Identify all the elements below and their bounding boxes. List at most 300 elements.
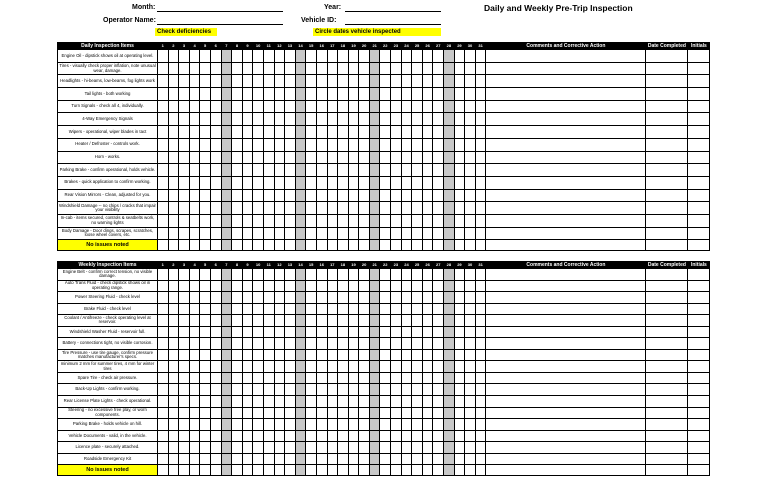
day-check-cell[interactable] xyxy=(454,280,465,292)
day-check-cell[interactable] xyxy=(189,88,200,101)
day-check-cell[interactable] xyxy=(253,202,264,215)
day-check-cell[interactable] xyxy=(338,326,349,338)
day-check-cell[interactable] xyxy=(263,465,274,476)
day-check-cell[interactable] xyxy=(369,315,380,327)
comment-cell[interactable] xyxy=(486,151,646,164)
day-check-cell[interactable] xyxy=(221,240,232,251)
day-check-cell[interactable] xyxy=(422,88,433,101)
day-check-cell[interactable] xyxy=(433,361,444,373)
day-check-cell[interactable] xyxy=(401,164,412,177)
day-check-cell[interactable] xyxy=(221,202,232,215)
day-check-cell[interactable] xyxy=(422,50,433,63)
day-check-cell[interactable] xyxy=(369,384,380,396)
day-check-cell[interactable] xyxy=(444,430,455,442)
day-check-cell[interactable] xyxy=(359,113,370,126)
day-check-cell[interactable] xyxy=(369,240,380,251)
initials-cell[interactable] xyxy=(688,138,710,151)
day-check-cell[interactable] xyxy=(295,214,306,227)
day-check-cell[interactable] xyxy=(168,384,179,396)
day-check-cell[interactable] xyxy=(316,189,327,202)
day-check-cell[interactable] xyxy=(295,138,306,151)
day-check-cell[interactable] xyxy=(475,113,486,126)
day-check-cell[interactable] xyxy=(316,88,327,101)
day-check-cell[interactable] xyxy=(412,419,423,431)
day-check-cell[interactable] xyxy=(338,164,349,177)
day-check-cell[interactable] xyxy=(422,151,433,164)
day-check-cell[interactable] xyxy=(210,227,221,240)
day-check-cell[interactable] xyxy=(465,372,476,384)
operator-field[interactable] xyxy=(157,16,283,25)
day-check-cell[interactable] xyxy=(306,214,317,227)
day-check-cell[interactable] xyxy=(179,292,190,304)
day-check-cell[interactable] xyxy=(232,465,243,476)
day-check-cell[interactable] xyxy=(422,269,433,281)
day-check-cell[interactable] xyxy=(200,338,211,350)
day-check-cell[interactable] xyxy=(380,269,391,281)
day-check-cell[interactable] xyxy=(158,214,169,227)
day-check-cell[interactable] xyxy=(306,442,317,454)
day-check-cell[interactable] xyxy=(327,315,338,327)
comment-cell[interactable] xyxy=(486,280,646,292)
day-check-cell[interactable] xyxy=(391,315,402,327)
comment-cell[interactable] xyxy=(486,419,646,431)
day-check-cell[interactable] xyxy=(200,269,211,281)
day-check-cell[interactable] xyxy=(189,75,200,88)
date-completed-cell[interactable] xyxy=(646,419,688,431)
day-check-cell[interactable] xyxy=(338,396,349,408)
day-check-cell[interactable] xyxy=(179,349,190,361)
day-check-cell[interactable] xyxy=(189,189,200,202)
initials-cell[interactable] xyxy=(688,100,710,113)
day-check-cell[interactable] xyxy=(327,349,338,361)
day-check-cell[interactable] xyxy=(179,240,190,251)
day-check-cell[interactable] xyxy=(359,164,370,177)
day-check-cell[interactable] xyxy=(327,113,338,126)
comment-cell[interactable] xyxy=(486,240,646,251)
day-check-cell[interactable] xyxy=(168,151,179,164)
day-check-cell[interactable] xyxy=(316,315,327,327)
day-check-cell[interactable] xyxy=(412,100,423,113)
day-check-cell[interactable] xyxy=(327,465,338,476)
day-check-cell[interactable] xyxy=(158,292,169,304)
comment-cell[interactable] xyxy=(486,349,646,361)
day-check-cell[interactable] xyxy=(295,326,306,338)
day-check-cell[interactable] xyxy=(401,372,412,384)
day-check-cell[interactable] xyxy=(285,453,296,465)
day-check-cell[interactable] xyxy=(422,465,433,476)
day-check-cell[interactable] xyxy=(285,349,296,361)
day-check-cell[interactable] xyxy=(444,176,455,189)
day-check-cell[interactable] xyxy=(422,349,433,361)
day-check-cell[interactable] xyxy=(158,303,169,315)
day-check-cell[interactable] xyxy=(422,113,433,126)
day-check-cell[interactable] xyxy=(168,430,179,442)
day-check-cell[interactable] xyxy=(433,338,444,350)
day-check-cell[interactable] xyxy=(465,315,476,327)
day-check-cell[interactable] xyxy=(391,430,402,442)
day-check-cell[interactable] xyxy=(465,151,476,164)
day-check-cell[interactable] xyxy=(475,453,486,465)
day-check-cell[interactable] xyxy=(327,269,338,281)
day-check-cell[interactable] xyxy=(158,349,169,361)
day-check-cell[interactable] xyxy=(412,465,423,476)
day-check-cell[interactable] xyxy=(168,62,179,75)
day-check-cell[interactable] xyxy=(380,227,391,240)
day-check-cell[interactable] xyxy=(316,113,327,126)
day-check-cell[interactable] xyxy=(168,240,179,251)
day-check-cell[interactable] xyxy=(221,465,232,476)
day-check-cell[interactable] xyxy=(242,138,253,151)
day-check-cell[interactable] xyxy=(242,50,253,63)
day-check-cell[interactable] xyxy=(158,384,169,396)
day-check-cell[interactable] xyxy=(253,326,264,338)
day-check-cell[interactable] xyxy=(412,227,423,240)
day-check-cell[interactable] xyxy=(295,62,306,75)
day-check-cell[interactable] xyxy=(158,453,169,465)
day-check-cell[interactable] xyxy=(285,372,296,384)
day-check-cell[interactable] xyxy=(221,75,232,88)
day-check-cell[interactable] xyxy=(179,280,190,292)
day-check-cell[interactable] xyxy=(475,280,486,292)
initials-cell[interactable] xyxy=(688,303,710,315)
day-check-cell[interactable] xyxy=(274,361,285,373)
day-check-cell[interactable] xyxy=(348,75,359,88)
day-check-cell[interactable] xyxy=(475,315,486,327)
day-check-cell[interactable] xyxy=(232,240,243,251)
day-check-cell[interactable] xyxy=(454,465,465,476)
day-check-cell[interactable] xyxy=(422,453,433,465)
day-check-cell[interactable] xyxy=(412,372,423,384)
day-check-cell[interactable] xyxy=(179,202,190,215)
day-check-cell[interactable] xyxy=(391,442,402,454)
day-check-cell[interactable] xyxy=(274,407,285,419)
day-check-cell[interactable] xyxy=(465,280,476,292)
day-check-cell[interactable] xyxy=(179,419,190,431)
day-check-cell[interactable] xyxy=(465,384,476,396)
day-check-cell[interactable] xyxy=(380,315,391,327)
day-check-cell[interactable] xyxy=(412,326,423,338)
day-check-cell[interactable] xyxy=(359,227,370,240)
day-check-cell[interactable] xyxy=(348,430,359,442)
day-check-cell[interactable] xyxy=(200,326,211,338)
day-check-cell[interactable] xyxy=(433,202,444,215)
day-check-cell[interactable] xyxy=(158,269,169,281)
day-check-cell[interactable] xyxy=(285,227,296,240)
day-check-cell[interactable] xyxy=(380,75,391,88)
day-check-cell[interactable] xyxy=(369,214,380,227)
day-check-cell[interactable] xyxy=(232,113,243,126)
day-check-cell[interactable] xyxy=(465,214,476,227)
day-check-cell[interactable] xyxy=(348,372,359,384)
day-check-cell[interactable] xyxy=(232,315,243,327)
day-check-cell[interactable] xyxy=(338,338,349,350)
day-check-cell[interactable] xyxy=(369,280,380,292)
day-check-cell[interactable] xyxy=(475,303,486,315)
day-check-cell[interactable] xyxy=(391,227,402,240)
day-check-cell[interactable] xyxy=(422,338,433,350)
day-check-cell[interactable] xyxy=(465,126,476,139)
day-check-cell[interactable] xyxy=(444,88,455,101)
date-completed-cell[interactable] xyxy=(646,189,688,202)
day-check-cell[interactable] xyxy=(189,151,200,164)
day-check-cell[interactable] xyxy=(433,164,444,177)
day-check-cell[interactable] xyxy=(465,303,476,315)
day-check-cell[interactable] xyxy=(242,430,253,442)
day-check-cell[interactable] xyxy=(285,202,296,215)
day-check-cell[interactable] xyxy=(179,62,190,75)
day-check-cell[interactable] xyxy=(232,407,243,419)
day-check-cell[interactable] xyxy=(348,396,359,408)
day-check-cell[interactable] xyxy=(200,361,211,373)
day-check-cell[interactable] xyxy=(475,361,486,373)
day-check-cell[interactable] xyxy=(433,453,444,465)
day-check-cell[interactable] xyxy=(348,88,359,101)
day-check-cell[interactable] xyxy=(380,372,391,384)
day-check-cell[interactable] xyxy=(391,372,402,384)
day-check-cell[interactable] xyxy=(401,138,412,151)
day-check-cell[interactable] xyxy=(433,176,444,189)
day-check-cell[interactable] xyxy=(327,75,338,88)
day-check-cell[interactable] xyxy=(338,88,349,101)
day-check-cell[interactable] xyxy=(210,407,221,419)
day-check-cell[interactable] xyxy=(221,88,232,101)
day-check-cell[interactable] xyxy=(444,349,455,361)
day-check-cell[interactable] xyxy=(327,303,338,315)
day-check-cell[interactable] xyxy=(369,227,380,240)
day-check-cell[interactable] xyxy=(274,100,285,113)
day-check-cell[interactable] xyxy=(327,88,338,101)
day-check-cell[interactable] xyxy=(189,100,200,113)
date-completed-cell[interactable] xyxy=(646,269,688,281)
day-check-cell[interactable] xyxy=(412,407,423,419)
day-check-cell[interactable] xyxy=(475,419,486,431)
day-check-cell[interactable] xyxy=(210,50,221,63)
day-check-cell[interactable] xyxy=(433,214,444,227)
comment-cell[interactable] xyxy=(486,100,646,113)
date-completed-cell[interactable] xyxy=(646,303,688,315)
day-check-cell[interactable] xyxy=(338,269,349,281)
day-check-cell[interactable] xyxy=(380,164,391,177)
initials-cell[interactable] xyxy=(688,151,710,164)
day-check-cell[interactable] xyxy=(306,465,317,476)
initials-cell[interactable] xyxy=(688,202,710,215)
day-check-cell[interactable] xyxy=(316,430,327,442)
day-check-cell[interactable] xyxy=(401,280,412,292)
day-check-cell[interactable] xyxy=(232,419,243,431)
day-check-cell[interactable] xyxy=(380,361,391,373)
day-check-cell[interactable] xyxy=(391,269,402,281)
day-check-cell[interactable] xyxy=(253,372,264,384)
day-check-cell[interactable] xyxy=(359,315,370,327)
day-check-cell[interactable] xyxy=(168,338,179,350)
day-check-cell[interactable] xyxy=(263,292,274,304)
day-check-cell[interactable] xyxy=(433,407,444,419)
day-check-cell[interactable] xyxy=(454,326,465,338)
day-check-cell[interactable] xyxy=(316,407,327,419)
day-check-cell[interactable] xyxy=(200,50,211,63)
day-check-cell[interactable] xyxy=(200,430,211,442)
date-completed-cell[interactable] xyxy=(646,227,688,240)
day-check-cell[interactable] xyxy=(454,50,465,63)
day-check-cell[interactable] xyxy=(306,75,317,88)
day-check-cell[interactable] xyxy=(295,315,306,327)
day-check-cell[interactable] xyxy=(316,164,327,177)
day-check-cell[interactable] xyxy=(253,62,264,75)
day-check-cell[interactable] xyxy=(263,50,274,63)
comment-cell[interactable] xyxy=(486,442,646,454)
day-check-cell[interactable] xyxy=(433,465,444,476)
day-check-cell[interactable] xyxy=(274,384,285,396)
date-completed-cell[interactable] xyxy=(646,176,688,189)
day-check-cell[interactable] xyxy=(189,349,200,361)
day-check-cell[interactable] xyxy=(412,384,423,396)
day-check-cell[interactable] xyxy=(189,396,200,408)
day-check-cell[interactable] xyxy=(221,138,232,151)
day-check-cell[interactable] xyxy=(306,372,317,384)
day-check-cell[interactable] xyxy=(422,126,433,139)
day-check-cell[interactable] xyxy=(369,100,380,113)
initials-cell[interactable] xyxy=(688,240,710,251)
day-check-cell[interactable] xyxy=(158,361,169,373)
initials-cell[interactable] xyxy=(688,419,710,431)
day-check-cell[interactable] xyxy=(380,240,391,251)
day-check-cell[interactable] xyxy=(242,280,253,292)
day-check-cell[interactable] xyxy=(369,326,380,338)
initials-cell[interactable] xyxy=(688,176,710,189)
day-check-cell[interactable] xyxy=(242,189,253,202)
day-check-cell[interactable] xyxy=(412,126,423,139)
day-check-cell[interactable] xyxy=(369,62,380,75)
day-check-cell[interactable] xyxy=(295,240,306,251)
day-check-cell[interactable] xyxy=(253,292,264,304)
day-check-cell[interactable] xyxy=(179,326,190,338)
day-check-cell[interactable] xyxy=(454,138,465,151)
day-check-cell[interactable] xyxy=(232,384,243,396)
day-check-cell[interactable] xyxy=(444,189,455,202)
day-check-cell[interactable] xyxy=(391,396,402,408)
day-check-cell[interactable] xyxy=(391,100,402,113)
day-check-cell[interactable] xyxy=(200,75,211,88)
day-check-cell[interactable] xyxy=(369,338,380,350)
day-check-cell[interactable] xyxy=(475,88,486,101)
day-check-cell[interactable] xyxy=(444,151,455,164)
day-check-cell[interactable] xyxy=(263,372,274,384)
day-check-cell[interactable] xyxy=(316,126,327,139)
date-completed-cell[interactable] xyxy=(646,315,688,327)
comment-cell[interactable] xyxy=(486,453,646,465)
day-check-cell[interactable] xyxy=(359,453,370,465)
initials-cell[interactable] xyxy=(688,88,710,101)
day-check-cell[interactable] xyxy=(401,100,412,113)
day-check-cell[interactable] xyxy=(391,303,402,315)
day-check-cell[interactable] xyxy=(338,349,349,361)
day-check-cell[interactable] xyxy=(306,138,317,151)
day-check-cell[interactable] xyxy=(359,151,370,164)
day-check-cell[interactable] xyxy=(263,88,274,101)
day-check-cell[interactable] xyxy=(210,126,221,139)
day-check-cell[interactable] xyxy=(475,75,486,88)
day-check-cell[interactable] xyxy=(401,50,412,63)
day-check-cell[interactable] xyxy=(454,100,465,113)
day-check-cell[interactable] xyxy=(221,292,232,304)
day-check-cell[interactable] xyxy=(316,62,327,75)
day-check-cell[interactable] xyxy=(369,202,380,215)
day-check-cell[interactable] xyxy=(454,88,465,101)
day-check-cell[interactable] xyxy=(380,396,391,408)
day-check-cell[interactable] xyxy=(189,372,200,384)
day-check-cell[interactable] xyxy=(316,138,327,151)
day-check-cell[interactable] xyxy=(444,372,455,384)
day-check-cell[interactable] xyxy=(465,407,476,419)
day-check-cell[interactable] xyxy=(348,50,359,63)
day-check-cell[interactable] xyxy=(327,227,338,240)
initials-cell[interactable] xyxy=(688,453,710,465)
day-check-cell[interactable] xyxy=(391,361,402,373)
day-check-cell[interactable] xyxy=(444,384,455,396)
day-check-cell[interactable] xyxy=(348,113,359,126)
day-check-cell[interactable] xyxy=(200,151,211,164)
initials-cell[interactable] xyxy=(688,75,710,88)
day-check-cell[interactable] xyxy=(338,138,349,151)
day-check-cell[interactable] xyxy=(200,202,211,215)
day-check-cell[interactable] xyxy=(263,176,274,189)
day-check-cell[interactable] xyxy=(200,113,211,126)
day-check-cell[interactable] xyxy=(253,138,264,151)
day-check-cell[interactable] xyxy=(444,240,455,251)
day-check-cell[interactable] xyxy=(168,202,179,215)
day-check-cell[interactable] xyxy=(465,465,476,476)
day-check-cell[interactable] xyxy=(253,280,264,292)
day-check-cell[interactable] xyxy=(316,384,327,396)
day-check-cell[interactable] xyxy=(263,269,274,281)
day-check-cell[interactable] xyxy=(295,407,306,419)
day-check-cell[interactable] xyxy=(391,113,402,126)
day-check-cell[interactable] xyxy=(295,453,306,465)
date-completed-cell[interactable] xyxy=(646,126,688,139)
day-check-cell[interactable] xyxy=(253,419,264,431)
day-check-cell[interactable] xyxy=(158,189,169,202)
day-check-cell[interactable] xyxy=(189,214,200,227)
day-check-cell[interactable] xyxy=(179,214,190,227)
day-check-cell[interactable] xyxy=(369,361,380,373)
day-check-cell[interactable] xyxy=(465,338,476,350)
day-check-cell[interactable] xyxy=(391,176,402,189)
day-check-cell[interactable] xyxy=(253,453,264,465)
day-check-cell[interactable] xyxy=(285,465,296,476)
day-check-cell[interactable] xyxy=(412,164,423,177)
day-check-cell[interactable] xyxy=(232,202,243,215)
day-check-cell[interactable] xyxy=(210,292,221,304)
day-check-cell[interactable] xyxy=(369,419,380,431)
day-check-cell[interactable] xyxy=(444,214,455,227)
day-check-cell[interactable] xyxy=(359,202,370,215)
day-check-cell[interactable] xyxy=(327,280,338,292)
day-check-cell[interactable] xyxy=(285,407,296,419)
day-check-cell[interactable] xyxy=(401,88,412,101)
day-check-cell[interactable] xyxy=(210,138,221,151)
day-check-cell[interactable] xyxy=(232,62,243,75)
day-check-cell[interactable] xyxy=(380,113,391,126)
day-check-cell[interactable] xyxy=(179,269,190,281)
day-check-cell[interactable] xyxy=(338,50,349,63)
day-check-cell[interactable] xyxy=(285,338,296,350)
date-completed-cell[interactable] xyxy=(646,202,688,215)
day-check-cell[interactable] xyxy=(295,189,306,202)
day-check-cell[interactable] xyxy=(327,292,338,304)
day-check-cell[interactable] xyxy=(475,326,486,338)
day-check-cell[interactable] xyxy=(200,407,211,419)
day-check-cell[interactable] xyxy=(465,326,476,338)
